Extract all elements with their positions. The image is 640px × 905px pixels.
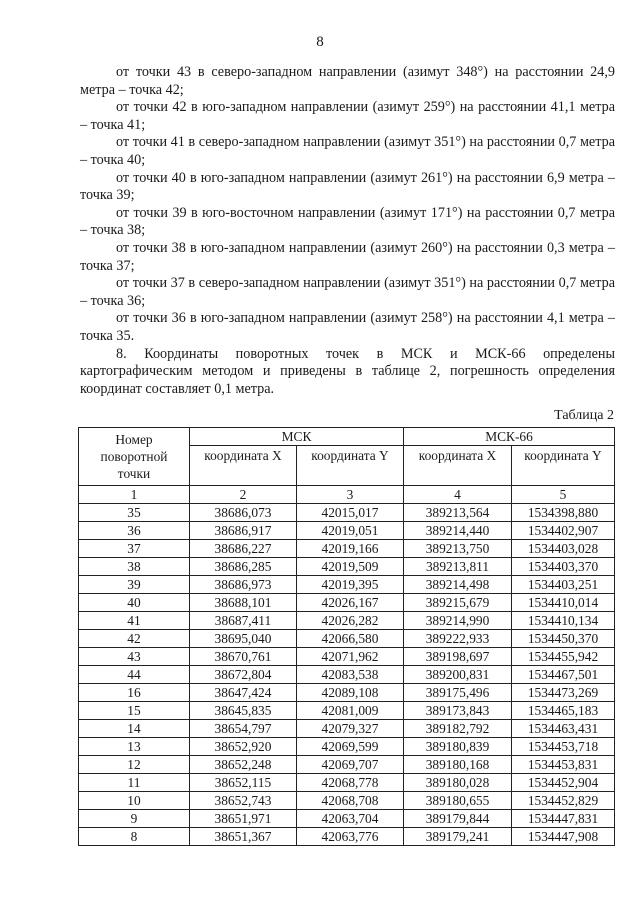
header-msk66: МСК-66: [404, 428, 615, 446]
msk66-x-cell: 389173,843: [404, 702, 512, 720]
msk-x-cell: 38670,761: [190, 648, 297, 666]
msk66-x-cell: 389200,831: [404, 666, 512, 684]
direction-paragraph: от точки 37 в северо-западном направлении (азимут 351°) на расстоянии 0,7 метра – точка 36;: [80, 275, 615, 309]
direction-paragraph: от точки 41 в северо-западном направлении (азимут 351°) на расстоянии 0,7 метра – точка 40;: [80, 134, 615, 168]
msk-x-cell: 38686,917: [190, 522, 297, 540]
msk66-x-cell: 389180,655: [404, 792, 512, 810]
header-msk-x: координата X: [190, 446, 297, 486]
point-number-cell: 16: [79, 684, 190, 702]
msk66-x-cell: 389175,496: [404, 684, 512, 702]
point-number-cell: 13: [79, 738, 190, 756]
msk66-y-cell: 1534452,904: [512, 774, 615, 792]
msk66-y-cell: 1534473,269: [512, 684, 615, 702]
msk-y-cell: 42019,166: [297, 540, 404, 558]
msk66-y-cell: 1534447,908: [512, 828, 615, 846]
column-number: 4: [404, 486, 512, 504]
msk66-x-cell: 389180,839: [404, 738, 512, 756]
table-row: [79, 612, 615, 630]
msk-y-cell: 42063,704: [297, 810, 404, 828]
msk66-y-cell: 1534410,014: [512, 594, 615, 612]
point-number-cell: 9: [79, 810, 190, 828]
table-row: [79, 648, 615, 666]
msk-x-cell: 38687,411: [190, 612, 297, 630]
document-body: [80, 64, 615, 398]
table-row: [79, 720, 615, 738]
table-row: [79, 684, 615, 702]
msk-y-cell: 42026,282: [297, 612, 404, 630]
msk66-x-cell: 389214,440: [404, 522, 512, 540]
table-row: [79, 738, 615, 756]
column-number: 2: [190, 486, 297, 504]
msk66-x-cell: 389215,679: [404, 594, 512, 612]
msk-x-cell: 38688,101: [190, 594, 297, 612]
msk-y-cell: 42079,327: [297, 720, 404, 738]
header-msk66-x: координата X: [404, 446, 512, 486]
msk-y-cell: 42015,017: [297, 504, 404, 522]
point-number-cell: 11: [79, 774, 190, 792]
msk66-x-cell: 389213,564: [404, 504, 512, 522]
header-msk-y: координата Y: [297, 446, 404, 486]
point-number-cell: 12: [79, 756, 190, 774]
msk-y-cell: 42063,776: [297, 828, 404, 846]
table-caption: Таблица 2: [554, 408, 614, 423]
column-number-row: [79, 486, 615, 504]
msk-y-cell: 42069,599: [297, 738, 404, 756]
table-row: [79, 594, 615, 612]
msk66-x-cell: 389180,168: [404, 756, 512, 774]
msk-x-cell: 38652,743: [190, 792, 297, 810]
table-row: [79, 828, 615, 846]
header-msk: МСК: [190, 428, 404, 446]
msk-y-cell: 42081,009: [297, 702, 404, 720]
point-number-cell: 38: [79, 558, 190, 576]
direction-paragraph: от точки 38 в юго-западном направлении (азимут 260°) на расстоянии 0,3 метра – точка 37;: [80, 239, 615, 274]
msk-x-cell: 38686,227: [190, 540, 297, 558]
point-number-cell: 42: [79, 630, 190, 648]
msk66-y-cell: 1534403,028: [512, 540, 615, 558]
msk66-y-cell: 1534455,942: [512, 648, 615, 666]
msk-y-cell: 42019,509: [297, 558, 404, 576]
msk-x-cell: 38647,424: [190, 684, 297, 702]
table-row: [79, 522, 615, 540]
point-number-cell: 8: [79, 828, 190, 846]
header-msk66-y: координата Y: [512, 446, 615, 486]
header-point-number: Номер поворотной точки: [79, 428, 190, 486]
point-number-cell: 40: [79, 594, 190, 612]
page-number: 8: [316, 34, 324, 50]
msk66-y-cell: 1534410,134: [512, 612, 615, 630]
msk-x-cell: 38645,835: [190, 702, 297, 720]
point-number-cell: 39: [79, 576, 190, 594]
msk66-x-cell: 389180,028: [404, 774, 512, 792]
msk-x-cell: 38651,367: [190, 828, 297, 846]
msk66-y-cell: 1534465,183: [512, 702, 615, 720]
msk-x-cell: 38695,040: [190, 630, 297, 648]
column-number: 3: [297, 486, 404, 504]
table-row: [79, 810, 615, 828]
msk66-y-cell: 1534403,370: [512, 558, 615, 576]
msk-x-cell: 38652,248: [190, 756, 297, 774]
msk-y-cell: 42019,051: [297, 522, 404, 540]
msk-y-cell: 42066,580: [297, 630, 404, 648]
msk-y-cell: 42083,538: [297, 666, 404, 684]
point-number-cell: 44: [79, 666, 190, 684]
msk-x-cell: 38672,804: [190, 666, 297, 684]
msk66-y-cell: 1534463,431: [512, 720, 615, 738]
msk66-y-cell: 1534453,831: [512, 756, 615, 774]
direction-paragraph: от точки 39 в юго-восточном направлении (азимут 171°) на расстоянии 0,7 метра – точка 38;: [80, 204, 615, 239]
msk-y-cell: 42068,778: [297, 774, 404, 792]
msk66-y-cell: 1534452,829: [512, 792, 615, 810]
direction-paragraph: от точки 43 в северо-западном направлении (азимут 348°) на расстоянии 24,9 метра – точка 42;: [80, 64, 615, 98]
table-row: [79, 792, 615, 810]
table-row: [79, 504, 615, 522]
msk66-x-cell: 389214,990: [404, 612, 512, 630]
table-row: [79, 756, 615, 774]
msk-y-cell: 42071,962: [297, 648, 404, 666]
point-number-cell: 36: [79, 522, 190, 540]
msk66-x-cell: 389198,697: [404, 648, 512, 666]
msk-x-cell: 38686,973: [190, 576, 297, 594]
direction-paragraph: от точки 42 в юго-западном направлении (азимут 259°) на расстоянии 41,1 метра – точка 41;: [80, 99, 615, 133]
table-row: [79, 702, 615, 720]
msk66-y-cell: 1534453,718: [512, 738, 615, 756]
table-row: [79, 666, 615, 684]
msk66-x-cell: 389179,844: [404, 810, 512, 828]
msk66-y-cell: 1534450,370: [512, 630, 615, 648]
table-row: [79, 630, 615, 648]
msk66-y-cell: 1534398,880: [512, 504, 615, 522]
table-row: [79, 540, 615, 558]
point-number-cell: 35: [79, 504, 190, 522]
point-number-cell: 37: [79, 540, 190, 558]
msk66-y-cell: 1534447,831: [512, 810, 615, 828]
direction-paragraph: от точки 36 в юго-западном направлении (азимут 258°) на расстоянии 4,1 метра – точка 35.: [80, 310, 615, 344]
msk-x-cell: 38652,115: [190, 774, 297, 792]
msk-y-cell: 42089,108: [297, 684, 404, 702]
point-number-cell: 15: [79, 702, 190, 720]
msk66-x-cell: 389214,498: [404, 576, 512, 594]
msk-y-cell: 42069,707: [297, 756, 404, 774]
column-number: 1: [79, 486, 190, 504]
column-number: 5: [512, 486, 615, 504]
msk-x-cell: 38686,073: [190, 504, 297, 522]
table-row: [79, 558, 615, 576]
table-row: [79, 774, 615, 792]
msk66-x-cell: 389182,792: [404, 720, 512, 738]
item-8-paragraph: 8. Координаты поворотных точек в МСК и МСК-66 определены картографическим методом и приведены в таблице 2, погрешность определения координат составляет 0,1 метра.: [80, 345, 615, 397]
table-body: [79, 504, 615, 846]
point-number-cell: 14: [79, 720, 190, 738]
msk66-x-cell: 389213,811: [404, 558, 512, 576]
direction-paragraph: от точки 40 в юго-западном направлении (азимут 261°) на расстоянии 6,9 метра – точка 39;: [80, 169, 615, 204]
msk66-x-cell: 389179,241: [404, 828, 512, 846]
table-row: [79, 576, 615, 594]
point-number-cell: 41: [79, 612, 190, 630]
msk-x-cell: 38686,285: [190, 558, 297, 576]
msk-x-cell: 38654,797: [190, 720, 297, 738]
msk-x-cell: 38652,920: [190, 738, 297, 756]
coordinates-table: [78, 427, 615, 846]
msk-x-cell: 38651,971: [190, 810, 297, 828]
point-number-cell: 43: [79, 648, 190, 666]
msk66-y-cell: 1534467,501: [512, 666, 615, 684]
msk66-y-cell: 1534402,907: [512, 522, 615, 540]
msk-y-cell: 42019,395: [297, 576, 404, 594]
msk66-x-cell: 389213,750: [404, 540, 512, 558]
point-number-cell: 10: [79, 792, 190, 810]
msk-y-cell: 42026,167: [297, 594, 404, 612]
msk-y-cell: 42068,708: [297, 792, 404, 810]
msk66-x-cell: 389222,933: [404, 630, 512, 648]
msk66-y-cell: 1534403,251: [512, 576, 615, 594]
